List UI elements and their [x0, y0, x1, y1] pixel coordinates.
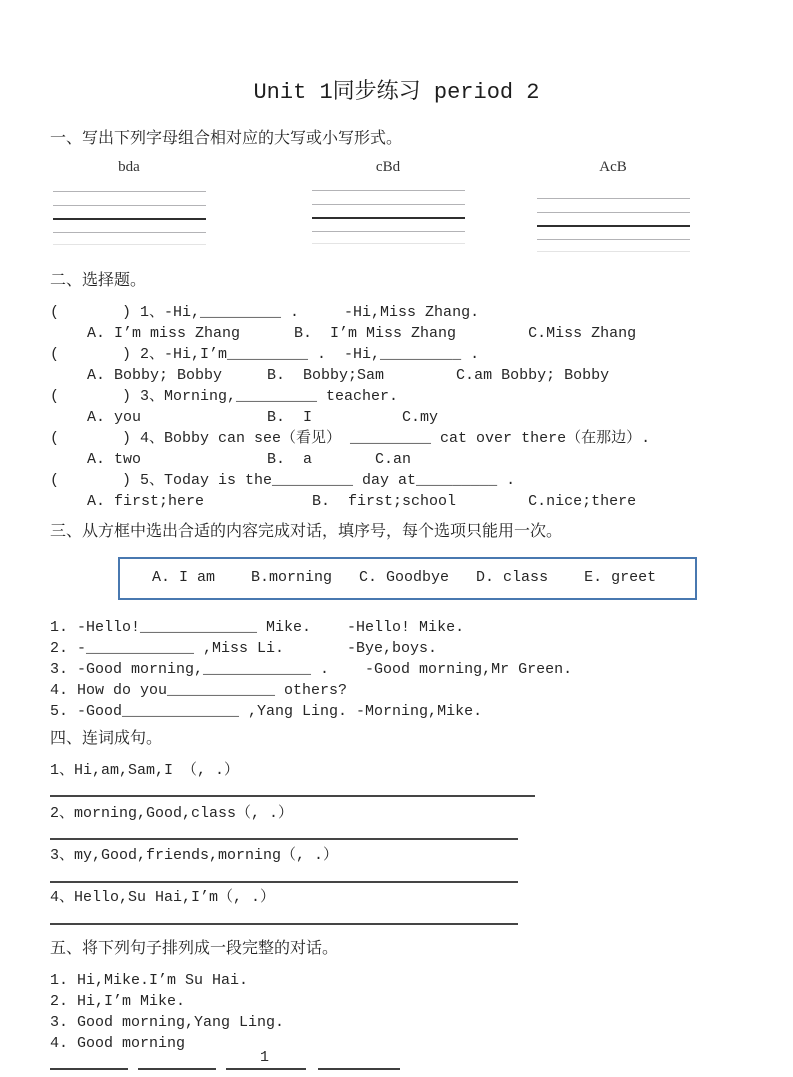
answer-line — [50, 923, 518, 925]
word-order-item: 3、my,Good,friends,morning（, .） — [50, 847, 339, 864]
letter-group-label: bda — [118, 159, 140, 175]
prefilled-order-number: 1 — [260, 1049, 270, 1066]
page-title: Unit 1同步练习 period 2 — [253, 80, 540, 105]
sentence-item: 4. Good morning — [50, 1035, 186, 1052]
answer-line — [50, 838, 518, 840]
dialogue-item: 1. -Hello!_____________ Mike. -Hello! Mike. — [50, 619, 465, 636]
section4-heading: 四、连词成句。 — [50, 730, 163, 748]
letter-group-label: AcB — [599, 159, 627, 175]
dialogue-item: 5. -Good_____________ ,Yang Ling. -Morning,Mike. — [50, 703, 483, 720]
question-options: A. first;here B. first;school C.nice;there — [87, 493, 637, 510]
question-stem: ( ) 3、Morning,_________ teacher. — [50, 388, 399, 405]
answer-line — [50, 795, 535, 797]
word-order-item: 1、Hi,am,Sam,I （, .） — [50, 762, 240, 779]
sentence-item: 3. Good morning,Yang Ling. — [50, 1014, 285, 1031]
sentence-item: 1. Hi,Mike.I’m Su Hai. — [50, 972, 249, 989]
writing-guide-lines — [312, 190, 465, 248]
dialogue-item: 3. -Good morning,____________ . -Good morning,Mr Green. — [50, 661, 573, 678]
question-options: A. you B. I C.my — [87, 409, 439, 426]
question-stem: ( ) 1、-Hi,_________ . -Hi,Miss Zhang. — [50, 304, 480, 321]
section3-heading: 三、从方框中选出合适的内容完成对话，填序号，每个选项只能用一次。 — [50, 523, 563, 541]
question-options: A. I’m miss Zhang B. I’m Miss Zhang C.Miss Zhang — [87, 325, 637, 342]
order-blank — [138, 1068, 216, 1070]
section5-heading: 五、将下列句子排列成一段完整的对话。 — [50, 940, 339, 958]
multiple-choice-list — [50, 302, 650, 512]
section1-heading: 一、写出下列字母组合相对应的大写或小写形式。 — [50, 130, 403, 148]
order-blank — [50, 1068, 128, 1070]
question-stem: ( ) 4、Bobby can see（看见） _________ cat over there（在那边）. — [50, 430, 651, 447]
answer-line — [50, 881, 518, 883]
dialogue-item: 4. How do you____________ others? — [50, 682, 348, 699]
sentence-item: 2. Hi,I’m Mike. — [50, 993, 186, 1010]
word-order-item: 4、Hello,Su Hai,I’m（, .） — [50, 889, 276, 906]
dialogue-fill-list — [50, 617, 572, 722]
sentence-order-list — [50, 970, 284, 1054]
question-options: A. Bobby; Bobby B. Bobby;Sam C.am Bobby; Bobby — [87, 367, 610, 384]
word-bank-options: A. I am B.morning C. Goodbye D. class E. greet — [152, 569, 657, 586]
order-blank — [318, 1068, 400, 1070]
question-stem: ( ) 2、-Hi,I’m_________ . -Hi,_________ . — [50, 346, 480, 363]
section2-heading: 二、选择题。 — [50, 272, 147, 290]
question-stem: ( ) 5、Today is the_________ day at_________ . — [50, 472, 516, 489]
word-order-item: 2、morning,Good,class（, .） — [50, 805, 294, 822]
order-blank — [226, 1068, 306, 1070]
dialogue-item: 2. -____________ ,Miss Li. -Bye,boys. — [50, 640, 438, 657]
writing-guide-lines — [537, 198, 690, 256]
question-options: A. two B. a C.an — [87, 451, 412, 468]
letter-group-label: cBd — [375, 159, 401, 175]
word-bank-box — [118, 557, 697, 600]
writing-guide-lines — [53, 191, 206, 249]
